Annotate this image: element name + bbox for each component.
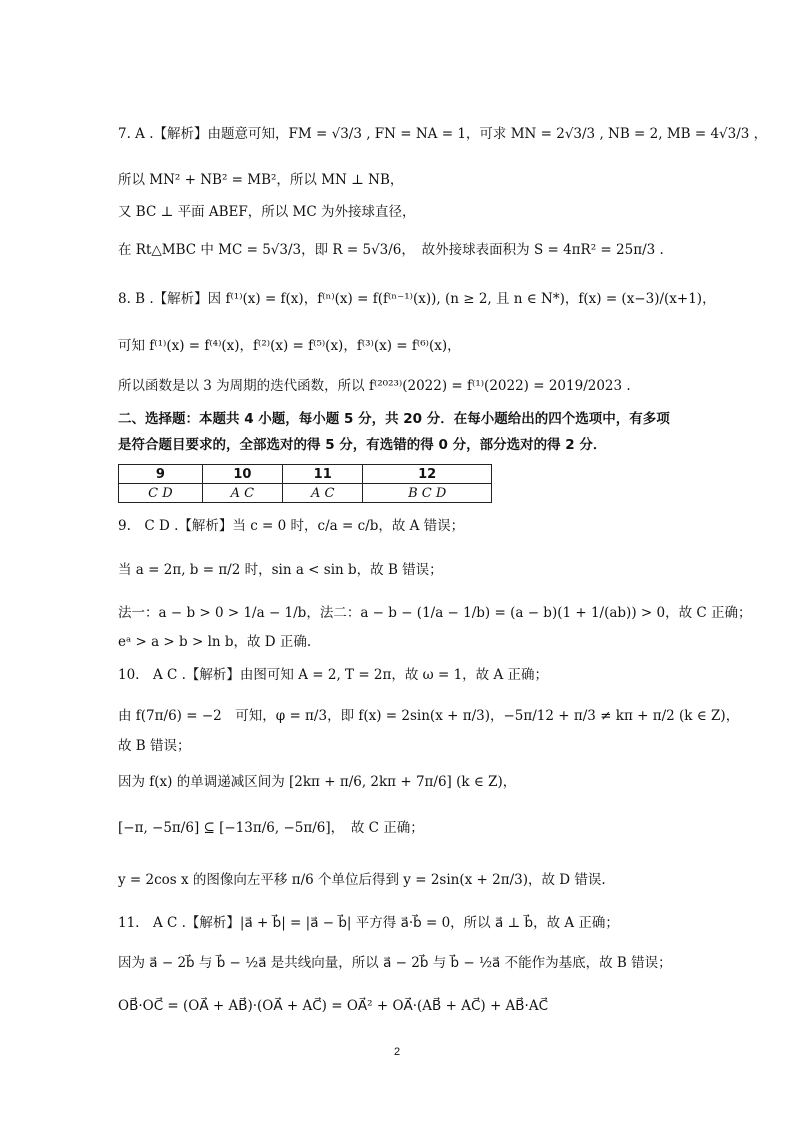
solution-10-line-5: [−π, −5π/6] ⊆ [−13π/6, −5π/6]， 故 C 正确；: [118, 820, 424, 836]
solution-9-line-3: 法一：a − b > 0 > 1/a − 1/b，法二：a − b − (1/a − 1/b) = (a − b)(1 + 1/(ab)) > 0，故 C 正确；: [118, 605, 752, 621]
solution-8-line-3: 所以函数是以 3 为周期的迭代函数，所以 f⁽²⁰²³⁾(2022) = f⁽¹⁾(2022) = 2019/2023 .: [118, 378, 631, 394]
answer-table-cell: B C D: [363, 484, 492, 503]
solution-9-line-4: eᵃ > a > b > ln b，故 D 正确.: [118, 634, 312, 650]
solution-10-line-4: 因为 f(x) 的单调递减区间为 [2kπ + π/6, 2kπ + 7π/6] (k ∈ Z)，: [118, 774, 517, 790]
answer-table-cell: A C: [283, 484, 363, 503]
answer-table-cell: A C: [202, 484, 282, 503]
answer-table-header: 10: [202, 465, 282, 484]
answer-table-cell: C D: [119, 484, 203, 503]
solution-10-line-6: y = 2cos x 的图像向左平移 π/6 个单位后得到 y = 2sin(x + 2π/3)，故 D 错误.: [118, 872, 606, 888]
answer-table-answer-row: [119, 484, 492, 503]
solution-10-line-2: 由 f(7π/6) = −2 可知，φ = π/3，即 f(x) = 2sin(x + π/3)，−5π/12 + π/3 ≠ kπ + π/2 (k ∈ Z)，: [118, 708, 740, 724]
solution-7-line-2: 所以 MN² + NB² = MB²，所以 MN ⊥ NB，: [118, 172, 404, 188]
solution-7-line-3: 又 BC ⊥ 平面 ABEF，所以 MC 为外接球直径，: [118, 204, 416, 220]
answer-table-header: 12: [363, 465, 492, 484]
solution-10-line-3: 故 B 错误；: [118, 738, 191, 754]
page-number: 2: [393, 1046, 401, 1058]
solution-11-line-1: 11. A C .【解析】|a⃗ + b⃗| = |a⃗ − b⃗| 平方得 a⃗·b⃗ = 0，所以 a⃗ ⊥ b⃗，故 A 正确；: [118, 915, 619, 931]
solution-9-line-2: 当 a = 2π, b = π/2 时，sin a < sin b，故 B 错误；: [118, 562, 443, 578]
solution-11-line-2: 因为 a⃗ − 2b⃗ 与 b⃗ − ½a⃗ 是共线向量，所以 a⃗ − 2b⃗ 与 b⃗ − ½a⃗ 不能作为基底，故 B 错误；: [118, 955, 672, 971]
answer-table-header-row: [119, 465, 492, 484]
solution-8-line-2: 可知 f⁽¹⁾(x) = f⁽⁴⁾(x)，f⁽²⁾(x) = f⁽⁵⁾(x)，f⁽³⁾(x) = f⁽⁶⁾(x)，: [118, 338, 461, 354]
answer-table-header: 11: [283, 465, 363, 484]
solution-9-line-1: 9. C D .【解析】当 c = 0 时，c/a = c/b，故 A 错误；: [118, 518, 465, 534]
solution-7-line-4: 在 Rt△MBC 中 MC = 5√3/3，即 R = 5√3/6， 故外接球表面积为 S = 4πR² = 25π/3 .: [118, 242, 664, 258]
solution-11-line-3: OB⃗·OC⃗ = (OA⃗ + AB⃗)·(OA⃗ + AC⃗) = OA⃗² + OA⃗·(AB⃗ + AC⃗) + AB⃗·AC⃗: [118, 998, 549, 1014]
answer-table: [118, 464, 492, 503]
solution-8-line-1: 8. B .【解析】因 f⁽¹⁾(x) = f(x)，f⁽ⁿ⁾(x) = f(f⁽ⁿ⁻¹⁾(x)), (n ≥ 2, 且 n ∈ N*)，f(x) = (x−3)/(x+1)，: [118, 291, 716, 307]
solution-10-line-1: 10. A C .【解析】由图可知 A = 2, T = 2π，故 ω = 1，故 A 正确；: [118, 667, 549, 683]
section-heading: 二、选择题：本题共 4 小题，每小题 5 分，共 20 分．在每小题给出的四个选项中，有多项是符合题目要求的，全部选对的得 5 分，有选错的得 0 分，部分选对的得 2 分．: [118, 411, 670, 453]
answer-table-header: 9: [119, 465, 203, 484]
solution-7-line-1: 7. A .【解析】由题意可知，FM = √3/3 , FN = NA = 1，可求 MN = 2√3/3 , NB = 2, MB = 4√3/3 ，: [118, 126, 768, 142]
